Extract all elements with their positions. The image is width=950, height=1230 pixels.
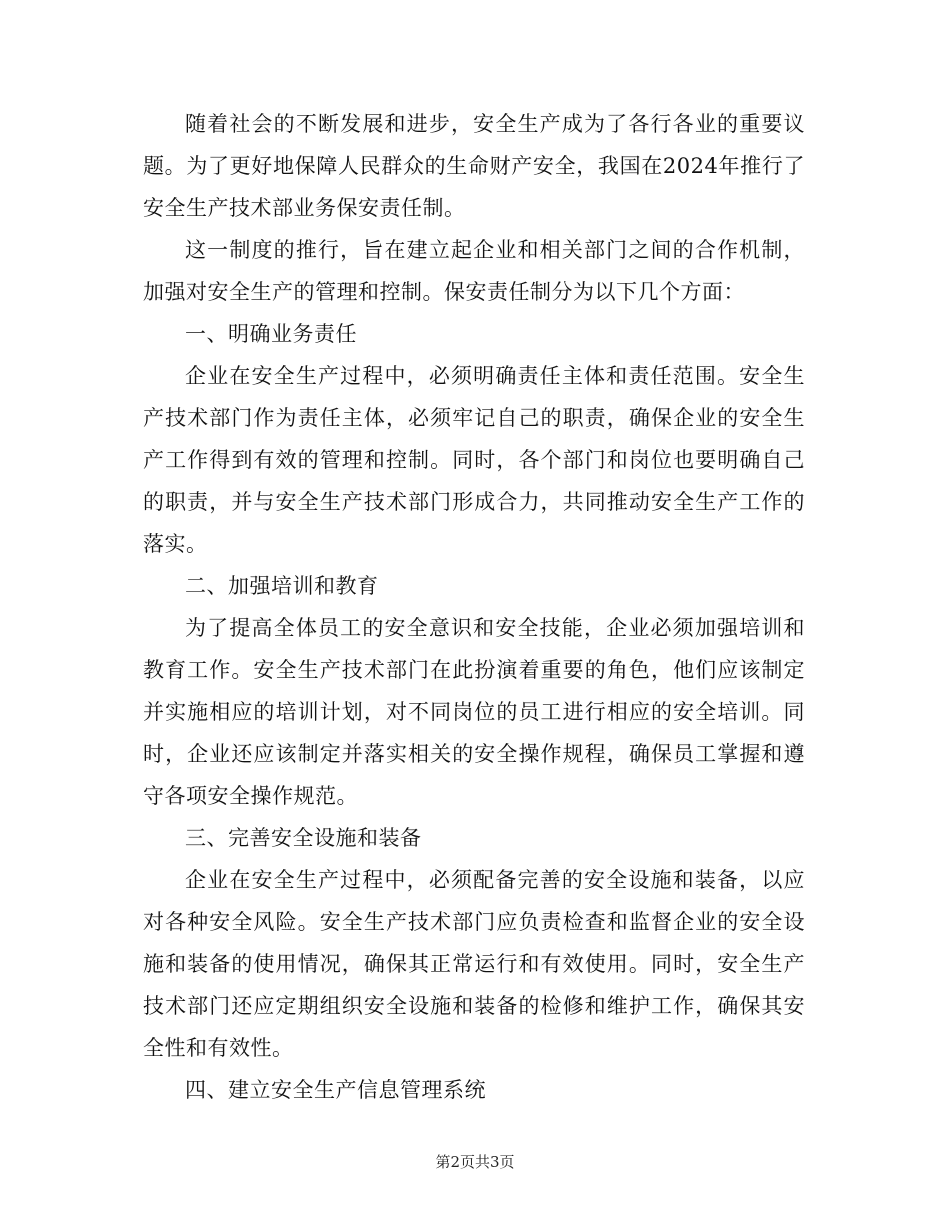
paragraph-section-3: 企业在安全生产过程中，必须配备完善的安全设施和装备，以应对各种安全风险。安全生产技术部门应负责检查和监督企业的安全设施和装备的使用情况，确保其正常运行和有效使用。同时，安全生产技术部门还应定期组织安全设施和装备的检修和维护工作，确保其安全性和有效性。 [143,868,805,1060]
paragraph-section-2: 为了提高全体员工的安全意识和安全技能，企业必须加强培训和教育工作。安全生产技术部门在此扮演着重要的角色，他们应该制定并实施相应的培训计划，对不同岗位的员工进行相应的安全培训。同时，企业还应该制定并落实相关的安全操作规程，确保员工掌握和遵守各项安全操作规范。 [143,616,805,808]
section-heading-4: 四、建立安全生产信息管理系统 [185,1078,486,1102]
document-body [143,103,805,1111]
section-heading-2: 二、加强培训和教育 [185,574,379,598]
paragraph-intro: 随着社会的不断发展和进步，安全生产成为了各行各业的重要议题。为了更好地保障人民群众的生命财产安全，我国在2024年推行了安全生产技术部业务保安责任制。 [143,112,805,220]
paragraph-purpose: 这一制度的推行，旨在建立起企业和相关部门之间的合作机制，加强对安全生产的管理和控制。保安责任制分为以下几个方面： [143,238,805,304]
section-heading-3: 三、完善安全设施和装备 [185,826,422,850]
paragraph-section-1: 企业在安全生产过程中，必须明确责任主体和责任范围。安全生产技术部门作为责任主体，必须牢记自己的职责，确保企业的安全生产工作得到有效的管理和控制。同时，各个部门和岗位也要明确自己的职责，并与安全生产技术部门形成合力，共同推动安全生产工作的落实。 [143,364,805,556]
page-number-footer: 第2页共3页 [435,1153,515,1171]
section-heading-1: 一、明确业务责任 [185,322,357,346]
